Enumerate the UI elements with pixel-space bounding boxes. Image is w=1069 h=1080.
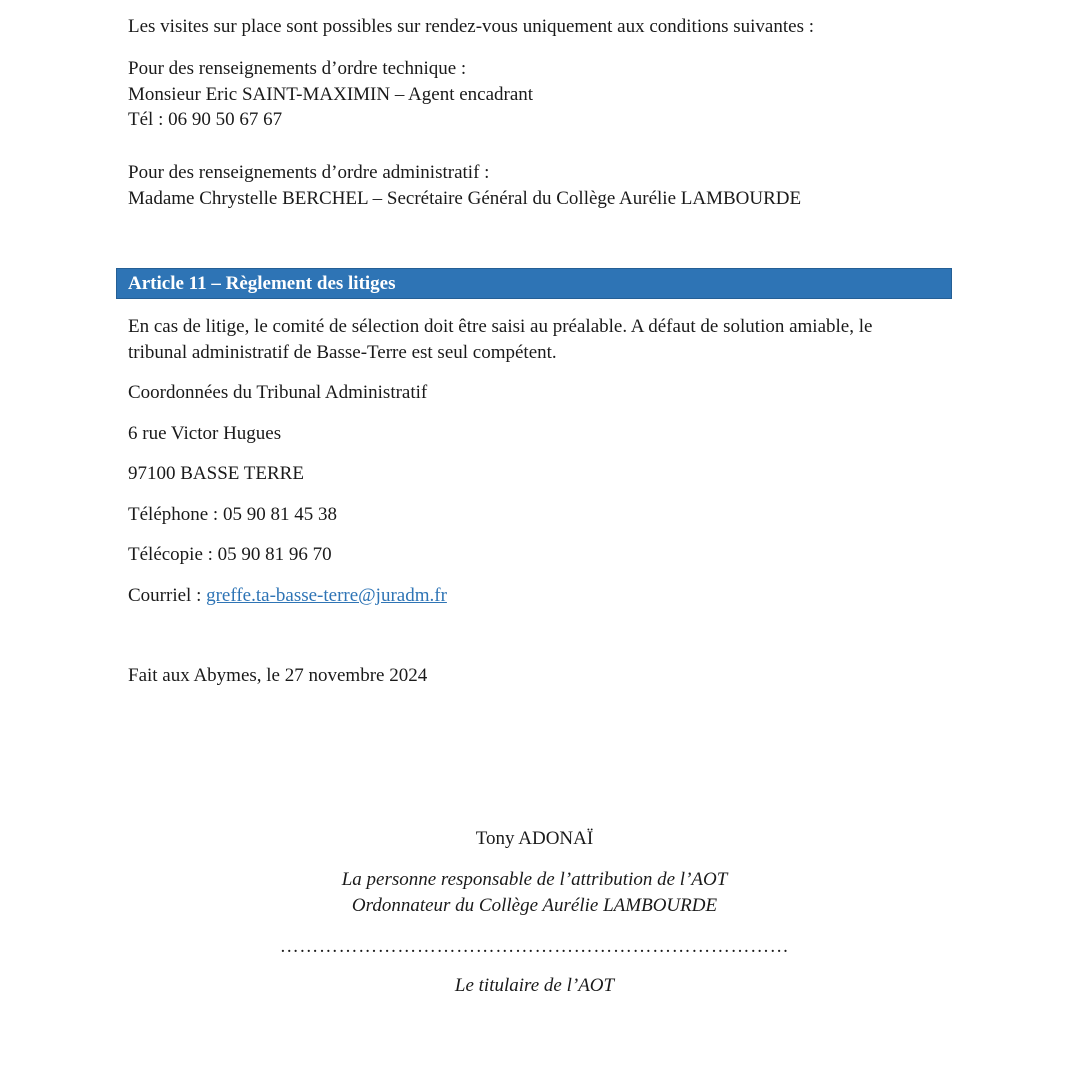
article-11-paragraph-line-1: En cas de litige, le comité de sélection doit être saisi au préalable. A défaut de solution amiable, le bbox=[128, 316, 873, 337]
article-11-header bbox=[116, 268, 952, 299]
signatory-role-line-2: Ordonnateur du Collège Aurélie LAMBOURDE bbox=[351, 895, 718, 916]
article-11-title: Article 11 – Règlement des litiges bbox=[128, 273, 396, 294]
signatory-role-line-1: La personne responsable de l’attribution de l’AOT bbox=[341, 869, 728, 890]
email-link[interactable]: greffe.ta-basse-terre@juradm.fr bbox=[206, 585, 447, 606]
tribunal-fax: Télécopie : 05 90 81 96 70 bbox=[128, 544, 332, 565]
technical-contact: Monsieur Eric SAINT-MAXIMIN – Agent encadrant bbox=[128, 84, 534, 105]
email-label: Courriel : bbox=[128, 585, 207, 606]
technical-phone: Tél : 06 90 50 67 67 bbox=[128, 109, 283, 130]
tribunal-coordinates-title: Coordonnées du Tribunal Administratif bbox=[128, 382, 428, 403]
admin-contact: Madame Chrystelle BERCHEL – Secrétaire Général du Collège Aurélie LAMBOURDE bbox=[128, 188, 802, 209]
place-and-date: Fait aux Abymes, le 27 novembre 2024 bbox=[128, 665, 428, 686]
tribunal-address-line-1: 6 rue Victor Hugues bbox=[128, 423, 282, 444]
technical-label: Pour des renseignements d’ordre technique : bbox=[128, 58, 467, 79]
admin-label: Pour des renseignements d’ordre administratif : bbox=[128, 162, 490, 183]
article-11-paragraph-line-2: tribunal administratif de Basse-Terre est seul compétent. bbox=[128, 342, 557, 363]
tribunal-phone: Téléphone : 05 90 81 45 38 bbox=[128, 504, 337, 525]
holder-label: Le titulaire de l’AOT bbox=[454, 975, 615, 996]
signature-dotted-line: …………………………………………………………………… bbox=[279, 936, 790, 957]
tribunal-address-line-2: 97100 BASSE TERRE bbox=[128, 463, 304, 484]
visits-intro: Les visites sur place sont possibles sur rendez-vous uniquement aux conditions suivantes : bbox=[128, 16, 814, 37]
signatory-name: Tony ADONAÏ bbox=[475, 828, 594, 849]
tribunal-email-row bbox=[128, 583, 447, 609]
